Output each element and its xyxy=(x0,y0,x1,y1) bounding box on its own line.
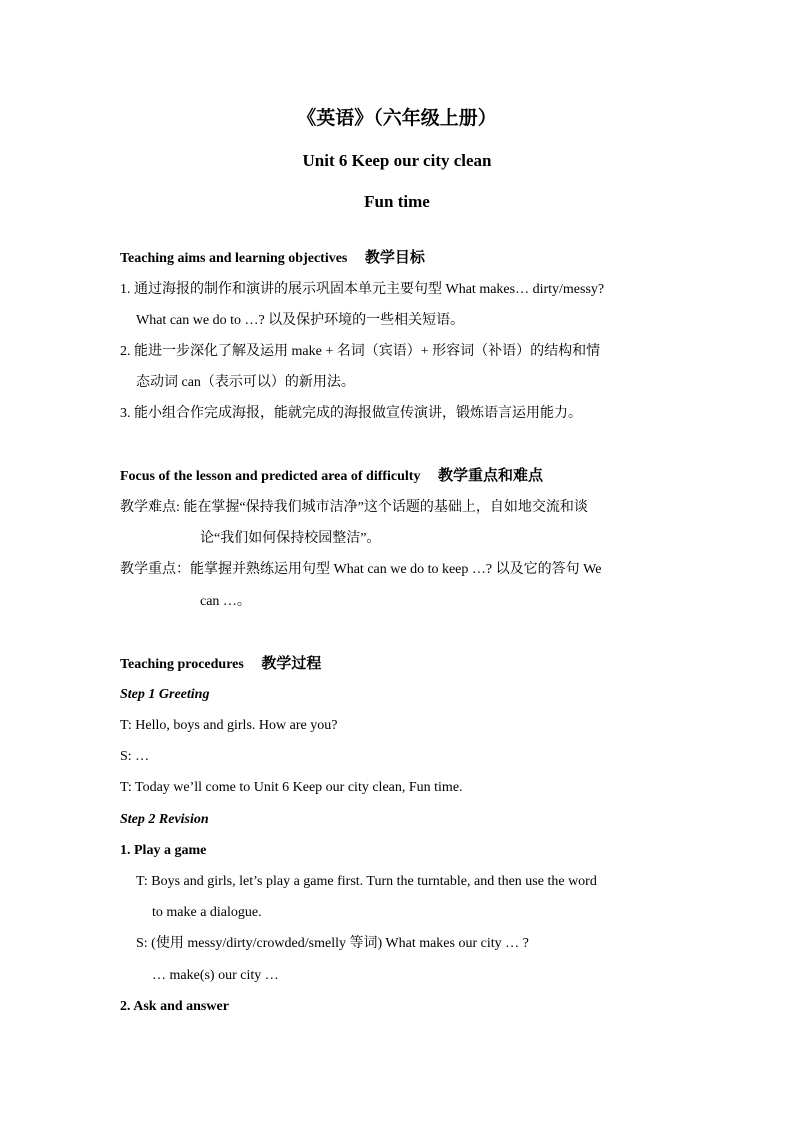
difficulty-line-1: 教学难点: 能在掌握“保持我们城市洁净”这个话题的基础上，自如地交流和谈 xyxy=(120,500,588,515)
procedures-heading xyxy=(120,654,321,675)
document-title: 《英语》（六年级上册） xyxy=(297,108,497,129)
aims-item-1-line-2: What can we do to …? 以及保护环境的一些相关短语。 xyxy=(136,313,465,328)
key-point-line-1: 教学重点：能掌握并熟练运用句型 What can we do to keep …? 以及它的答句 We xyxy=(120,562,602,577)
aims-item-2-line-1: 2. 能进一步深化了解及运用 make + 名词（宾语）+ 形容词（补语）的结构和情 xyxy=(120,344,601,359)
aims-item-3: 3. 能小组合作完成海报，能就完成的海报做宣传演讲，锻炼语言运用能力。 xyxy=(120,406,582,421)
aims-heading xyxy=(120,248,425,269)
focus-heading-en: Focus of the lesson and predicted area of difficulty xyxy=(120,469,421,484)
aims-heading-en: Teaching aims and learning objectives xyxy=(120,251,348,266)
sub-1-line-1: T: Boys and girls, let’s play a game first. Turn the turntable, and then use the word xyxy=(136,874,597,889)
lesson-title: Fun time xyxy=(364,192,430,211)
sub-1-line-2: to make a dialogue. xyxy=(152,905,262,920)
unit-title: Unit 6 Keep our city clean xyxy=(302,151,492,170)
step-1-line-2: S: … xyxy=(120,749,150,764)
sub-1-line-3: S: (使用 messy/dirty/crowded/smelly 等词) What makes our city … ? xyxy=(136,936,529,951)
focus-heading-cn: 教学重点和难点 xyxy=(437,468,543,484)
key-point-line-2: can …。 xyxy=(200,594,251,609)
step-1-line-3: T: Today we’ll come to Unit 6 Keep our city clean, Fun time. xyxy=(120,780,463,795)
aims-item-2-line-2: 态动词 can（表示可以）的新用法。 xyxy=(136,375,355,390)
sub-1-line-4: … make(s) our city … xyxy=(152,968,279,983)
difficulty-line-2: 论“我们如何保持校园整洁”。 xyxy=(200,531,381,546)
step-2-heading: Step 2 Revision xyxy=(120,812,209,827)
procedures-heading-en: Teaching procedures xyxy=(120,657,244,672)
step-1-line-1: T: Hello, boys and girls. How are you? xyxy=(120,718,338,733)
aims-item-1-line-1: 1. 通过海报的制作和演讲的展示巩固本单元主要句型 What makes… dirty/messy? xyxy=(120,282,605,297)
procedures-heading-cn: 教学过程 xyxy=(261,656,322,672)
sub-1-heading: 1. Play a game xyxy=(120,843,207,858)
focus-heading xyxy=(120,466,543,487)
step-1-heading: Step 1 Greeting xyxy=(120,687,210,702)
aims-heading-cn: 教学目标 xyxy=(364,250,425,266)
sub-2-heading: 2. Ask and answer xyxy=(120,999,229,1014)
